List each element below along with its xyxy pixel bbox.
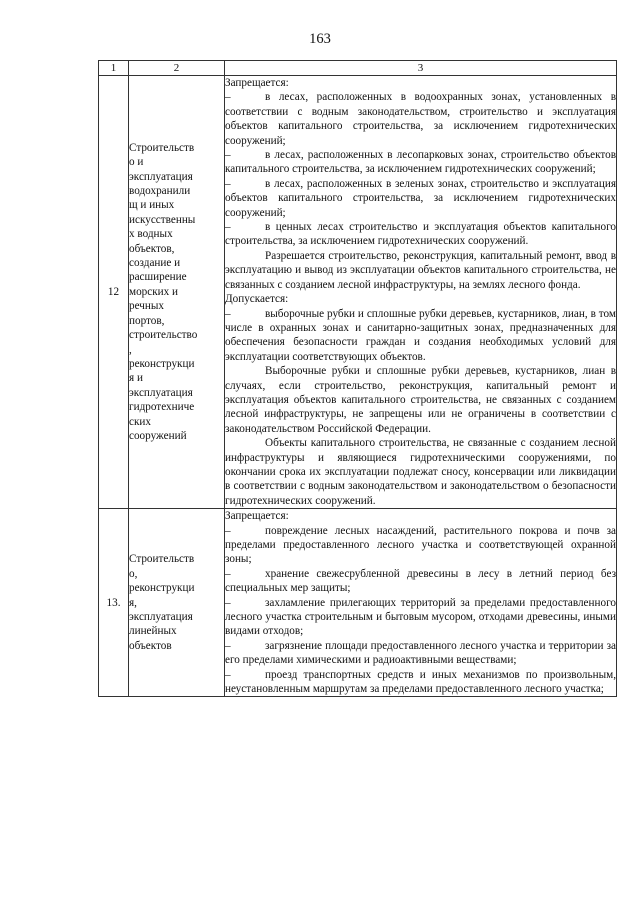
list-item-text: захламление прилегающих территорий за пределами предоставленного лесного участка строительным и бытовым мусором, отходами древесины, иными видами отходов;: [225, 596, 616, 638]
object-type-line: Строительств: [129, 553, 195, 566]
object-type-cell: [129, 76, 225, 509]
list-item: [225, 307, 616, 365]
section-heading: Запрещается:: [225, 510, 289, 523]
object-type-line: эксплуатация: [129, 386, 193, 399]
object-type-line: эксплуатация: [129, 170, 193, 183]
dash-bullet: –: [225, 524, 231, 537]
table-header-row: [99, 61, 617, 76]
paragraph: Объекты капитального строительства, не связанные с созданием лесной инфраструктуры и являющиеся гидротехническими сооружениями, по окончании срока их эксплуатации подлежат сносу, консервации или ликвидации в соответствии с водным законодательством и законодательством о безопасности гидротехнических сооружений.: [225, 437, 616, 507]
dash-bullet: –: [225, 639, 231, 652]
object-type-line: создание и: [129, 257, 181, 270]
header-cell-3: 3: [225, 61, 617, 76]
object-type-line: ских: [129, 415, 151, 428]
object-type-line: гидротехниче: [129, 401, 195, 414]
object-type-line: о,: [129, 567, 138, 580]
requirements-cell: [225, 509, 617, 697]
header-cell-1: 1: [99, 61, 129, 76]
list-item: [225, 668, 616, 697]
list-item: [225, 567, 616, 596]
list-item-text: хранение свежесрубленной древесины в лесу в летний период без специальных мер защиты;: [225, 567, 616, 595]
list-item: [225, 596, 616, 639]
requirements-cell: [225, 76, 617, 509]
table-row: [99, 509, 617, 697]
dash-bullet: –: [225, 596, 231, 609]
dash-bullet: –: [225, 221, 231, 234]
list-item-text: загрязнение площади предоставленного лесного участка и территории за его пределами химическими и радиоактивными веществами;: [225, 639, 616, 667]
dash-bullet: –: [225, 91, 231, 104]
list-item-text: проезд транспортных средств и иных механизмов по произвольным, неустановленным маршрутам за пределами предоставленного лесного участка;: [225, 668, 616, 696]
list-item: [225, 524, 616, 567]
header-cell-2: 2: [129, 61, 225, 76]
object-type-line: расширение: [129, 271, 187, 284]
object-type-line: я и: [129, 372, 143, 385]
list-item: [225, 90, 616, 148]
dash-bullet: –: [225, 668, 231, 681]
page-number: 163: [309, 31, 331, 47]
object-type-line: объектов,: [129, 242, 175, 255]
list-item: [225, 220, 616, 249]
list-item-text: в лесах, расположенных в водоохранных зонах, установленных в соответствии с водным законодательством, строительство и эксплуатация объектов капитального строительства, за исключением гидротехнических сооружений;: [225, 91, 616, 147]
object-type-line: Строительств: [129, 141, 195, 154]
object-type-line: речных: [129, 300, 165, 313]
object-type-line: реконструкци: [129, 357, 195, 370]
list-item-text: в лесах, расположенных в лесопарковых зонах, строительство объектов капитального строительства, за исключением гидротехнических сооружений;: [225, 149, 616, 176]
list-item-text: в ценных лесах строительство и эксплуатация объектов капитального строительства, за исключением гидротехнических сооружений.: [225, 221, 616, 248]
paragraph: Выборочные рубки и сплошные рубки деревьев, кустарников, лиан в случаях, если строительство, реконструкция, капитальный ремонт и эксплуатация объектов капитального строительства, не связанных с созданием лесной инфраструктуры, не запрещены или не ограничены в соответствии с законодательством Российской Федерации.: [225, 365, 616, 435]
section-heading: Запрещается:: [225, 77, 289, 89]
object-type-line: я,: [129, 596, 137, 609]
object-type-cell: [129, 509, 225, 697]
object-type-line: искусственны: [129, 213, 196, 226]
object-type-line: водохранили: [129, 185, 191, 198]
dash-bullet: –: [225, 149, 231, 162]
object-type-line: щ и иных: [129, 199, 175, 212]
paragraph: Разрешается строительство, реконструкция, капитальный ремонт, ввод в эксплуатацию и вывод из эксплуатации объектов капитального строительства, не связанных с созданием лесной инфраструктуры, на землях лесного фонда.: [225, 249, 616, 291]
list-item: [225, 639, 616, 668]
object-type-line: морских и: [129, 285, 179, 298]
object-type-line: строительство: [129, 329, 198, 342]
list-item: [225, 148, 616, 177]
table-row: [99, 76, 617, 509]
object-type-line: эксплуатация: [129, 611, 193, 624]
dash-bullet: –: [225, 307, 231, 320]
object-type-line: сооружений: [129, 429, 187, 442]
section-heading: Допускается:: [225, 293, 289, 306]
object-type-line: портов,: [129, 314, 165, 327]
dash-bullet: –: [225, 177, 231, 190]
list-item-text: в лесах, расположенных в зеленых зонах, строительство и эксплуатация объектов капитального строительства, за исключением гидротехнических сооружений;: [225, 177, 616, 219]
list-item-text: повреждение лесных насаждений, растительного покрова и почв за пределами предоставленного лесного участка и соответствующей охранной зоны;: [225, 524, 616, 566]
object-type-line: о и: [129, 156, 144, 169]
row-number: 12: [99, 76, 129, 509]
regulations-table: [98, 60, 617, 697]
object-type-line: ,: [129, 343, 132, 356]
object-type-line: линейных: [129, 625, 177, 638]
object-type-line: х водных: [129, 228, 173, 241]
list-item-text: выборочные рубки и сплошные рубки деревьев, кустарников, лиан, в том числе в охранных зонах и санитарно-защитных зонах, предназначенных для обеспечения безопасности граждан и создания необходимых условий для эксплуатации соответствующих объектов.: [225, 307, 616, 363]
dash-bullet: –: [225, 567, 231, 580]
row-number: 13.: [99, 509, 129, 697]
object-type-line: реконструкци: [129, 582, 195, 595]
object-type-line: объектов: [129, 639, 172, 652]
list-item: [225, 177, 616, 220]
